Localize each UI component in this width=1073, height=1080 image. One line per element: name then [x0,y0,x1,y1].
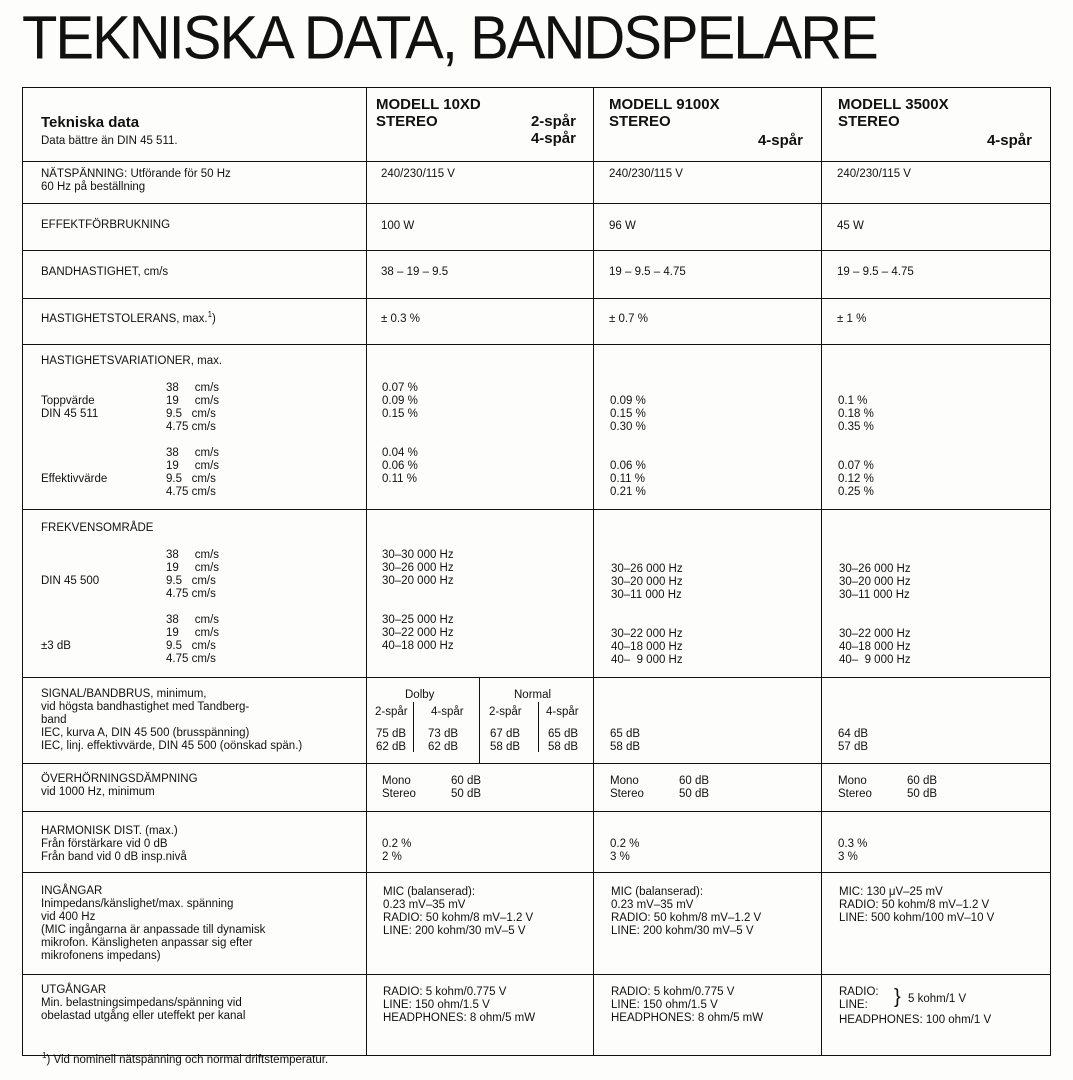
column-divider [366,88,367,1055]
cell-value: 0.06 % 0.11 % 0.21 % [610,460,646,498]
cell-value: 73 dB 62 dB [428,728,459,753]
cell-value: 0.2 % 3 % [610,838,640,863]
speed-list: 38 cm/s 19 cm/s 9.5 cm/s 4.75 cm/s [166,549,220,600]
header-sublabel: Data bättre än DIN 45 511. [41,135,178,147]
column-divider [821,88,822,1055]
footnote-ref: 1 [207,310,213,320]
subcolumn-divider [479,678,480,763]
cell-value: 38 – 19 – 9.5 [381,266,449,278]
subcol-header: 4-spår [431,706,464,718]
page-title: TEKNISKA DATA, BANDSPELARE [22,3,877,73]
cell-value: MIC (balanserad): 0.23 mV–35 mV RADIO: 50 kohm/8 mV–1.2 V LINE: 200 kohm/30 mV–5 V [383,886,534,937]
speed-list: 38 cm/s 19 cm/s 9.5 cm/s 4.75 cm/s [166,614,220,665]
cell-value: 60 dB 50 dB [907,775,938,800]
normal-label: Normal [514,689,552,701]
model-1-name: MODELL 10XD [376,96,481,113]
cell-value: 19 – 9.5 – 4.75 [837,266,914,278]
cell-value: 0.1 % 0.18 % 0.35 % [838,395,874,433]
row-label-harmonisk: HARMONISK DIST. (max.) Från förstärkare vid 0 dB Från band vid 0 dB insp.nivå [41,825,187,863]
row-divider [22,974,1051,975]
row-divider [22,203,1051,204]
row-divider [22,509,1051,510]
cell-value: 45 W [837,220,864,232]
row-divider [22,872,1051,873]
cell-value: MIC: 130 μV–25 mV RADIO: 50 kohm/8 mV–1.2 V LINE: 500 kohm/100 mV–10 V [839,886,995,924]
speed-list: 38 cm/s 19 cm/s 9.5 cm/s 4.75 cm/s [166,447,220,498]
model-2-name: MODELL 9100X [609,96,720,113]
row-divider [22,298,1051,299]
row-label-effekt: EFFEKTFÖRBRUKNING [41,219,171,231]
cell-value: 0.2 % 2 % [382,838,412,863]
sublabel-din: DIN 45 500 [41,575,100,587]
cell-value: 30–25 000 Hz 30–22 000 Hz 40–18 000 Hz [382,614,454,652]
cell-value: 100 W [381,220,415,232]
subcol-header: 2-spår [489,706,522,718]
cell-value: ± 0.7 % [609,313,648,325]
cell-value: 0.07 % 0.09 % 0.15 % [382,382,418,420]
model-1-tracks: 2-spår [530,113,576,130]
sublabel-toppvarde: Toppvärde DIN 45 511 [41,395,99,420]
cell-value: 0.3 % 3 % [838,838,868,863]
subcolumn-divider [538,702,539,752]
cell-value: 75 dB 62 dB [376,728,407,753]
row-divider [22,161,1051,162]
cell-value: 30–30 000 Hz 30–26 000 Hz 30–20 000 Hz [382,549,454,587]
table-border-right [1050,88,1051,1055]
dolby-label: Dolby [405,689,435,701]
row-label-frekvens: FREKVENSOMRÅDE [41,522,154,534]
cell-value: 0.04 % 0.06 % 0.11 % [382,447,418,485]
speed-list: 38 cm/s 19 cm/s 9.5 cm/s 4.75 cm/s [166,382,220,433]
subcol-header: 4-spår [546,706,579,718]
model-3-name: MODELL 3500X [838,96,949,113]
cell-value: 67 dB 58 dB [490,728,521,753]
model-3-type: STEREO [838,113,900,130]
table-border-left [22,88,23,1055]
mode-list: Mono Stereo [382,775,416,800]
cell-value: 96 W [609,220,636,232]
model-2-type: STEREO [609,113,671,130]
row-label-tolerans: HASTIGHETSTOLERANS, max.$^1$) [41,310,216,325]
cell-value: 0.09 % 0.15 % 0.30 % [610,395,646,433]
cell-value: 65 dB 58 dB [610,728,641,753]
row-divider [22,763,1051,764]
header-label: Tekniska data [41,114,140,131]
footnote [42,1051,329,1066]
cell-value: 30–22 000 Hz 40–18 000 Hz 40– 9 000 Hz [839,628,911,666]
footnote-mark: 1 [42,1051,47,1061]
row-label-signal: SIGNAL/BANDBRUS, minimum, vid högsta bandhastighet med Tandberg- band IEC, kurva A, DIN 45 500 (brusspänning) IEC, linj. effektivvärde, DIN 45 500 (oönskad spän.) [41,688,303,752]
cell-value: ± 1 % [837,313,867,325]
cell-value: 240/230/115 V [609,168,683,180]
row-divider [22,250,1051,251]
mode-list: Mono Stereo [610,775,644,800]
cell-value: 30–26 000 Hz 30–20 000 Hz 30–11 000 Hz [611,563,683,601]
row-label-utgangar: UTGÅNGAR Min. belastningsimpedans/spänning vid obelastad utgång eller uteffekt per kanal [41,984,246,1022]
cell-value: 19 – 9.5 – 4.75 [609,266,686,278]
cell-value: 60 dB 50 dB [451,775,482,800]
cell-value: ± 0.3 % [381,313,420,325]
cell-value: MIC (balanserad): 0.23 mV–35 mV RADIO: 50 kohm/8 mV–1.2 V LINE: 200 kohm/30 mV–5 V [611,886,762,937]
model-1-type: STEREO [376,113,438,130]
row-divider [22,811,1051,812]
subcolumn-divider [413,702,414,752]
column-divider [593,88,594,1055]
cell-value: 30–26 000 Hz 30–20 000 Hz 30–11 000 Hz [839,563,911,601]
tolerans-text: HASTIGHETSTOLERANS, max. [41,313,208,325]
row-label-natspanning: NÄTSPÄNNING: Utförande för 50 Hz 60 Hz på beställning [41,168,231,193]
subcol-header: 2-spår [375,706,408,718]
row-label-overhorning: ÖVERHÖRNINGSDÄMPNING vid 1000 Hz, minimum [41,773,198,798]
row-divider [22,344,1051,345]
cell-value: 30–22 000 Hz 40–18 000 Hz 40– 9 000 Hz [611,628,683,666]
cell-value: 5 kohm/1 V [908,993,967,1005]
cell-value: 65 dB 58 dB [548,728,579,753]
cell-value: RADIO: 5 kohm/0.775 V LINE: 150 ohm/1.5 V HEADPHONES: 8 ohm/5 mW [383,986,536,1024]
row-label-bandhastighet: BANDHASTIGHET, cm/s [41,266,169,278]
row-divider [22,677,1051,678]
cell-value: 64 dB 57 dB [838,728,869,753]
brace-icon: } [894,986,901,1008]
cell-value: 60 dB 50 dB [679,775,710,800]
footnote-text: ) Vid nominell nätspänning och normal driftstemperatur. [46,1054,329,1066]
output-labels: RADIO: LINE: [839,986,879,1011]
cell-value: HEADPHONES: 100 ohm/1 V [839,1014,992,1026]
cell-value: 240/230/115 V [837,168,911,180]
spec-table [22,87,1051,1056]
sublabel-3db: ±3 dB [41,640,71,652]
row-label-ingangar: INGÅNGAR Inimpedans/känslighet/max. spänning vid 400 Hz (MIC ingångarna är anpassade till dynamisk mikrofon. Känsligheten anpassar sig efter mikrofonens impedans) [41,885,266,962]
cell-value: RADIO: 5 kohm/0.775 V LINE: 150 ohm/1.5 V HEADPHONES: 8 ohm/5 mW [611,986,764,1024]
mode-list: Mono Stereo [838,775,872,800]
cell-value: 0.07 % 0.12 % 0.25 % [838,460,874,498]
model-2-tracks: 4-spår [757,132,803,149]
model-1-tracks: 4-spår [530,130,576,147]
row-label-hastvar: HASTIGHETSVARIATIONER, max. [41,355,223,367]
model-3-tracks: 4-spår [986,132,1032,149]
sublabel-effektivvarde: Effektivvärde [41,473,108,485]
cell-value: 240/230/115 V [381,168,455,180]
